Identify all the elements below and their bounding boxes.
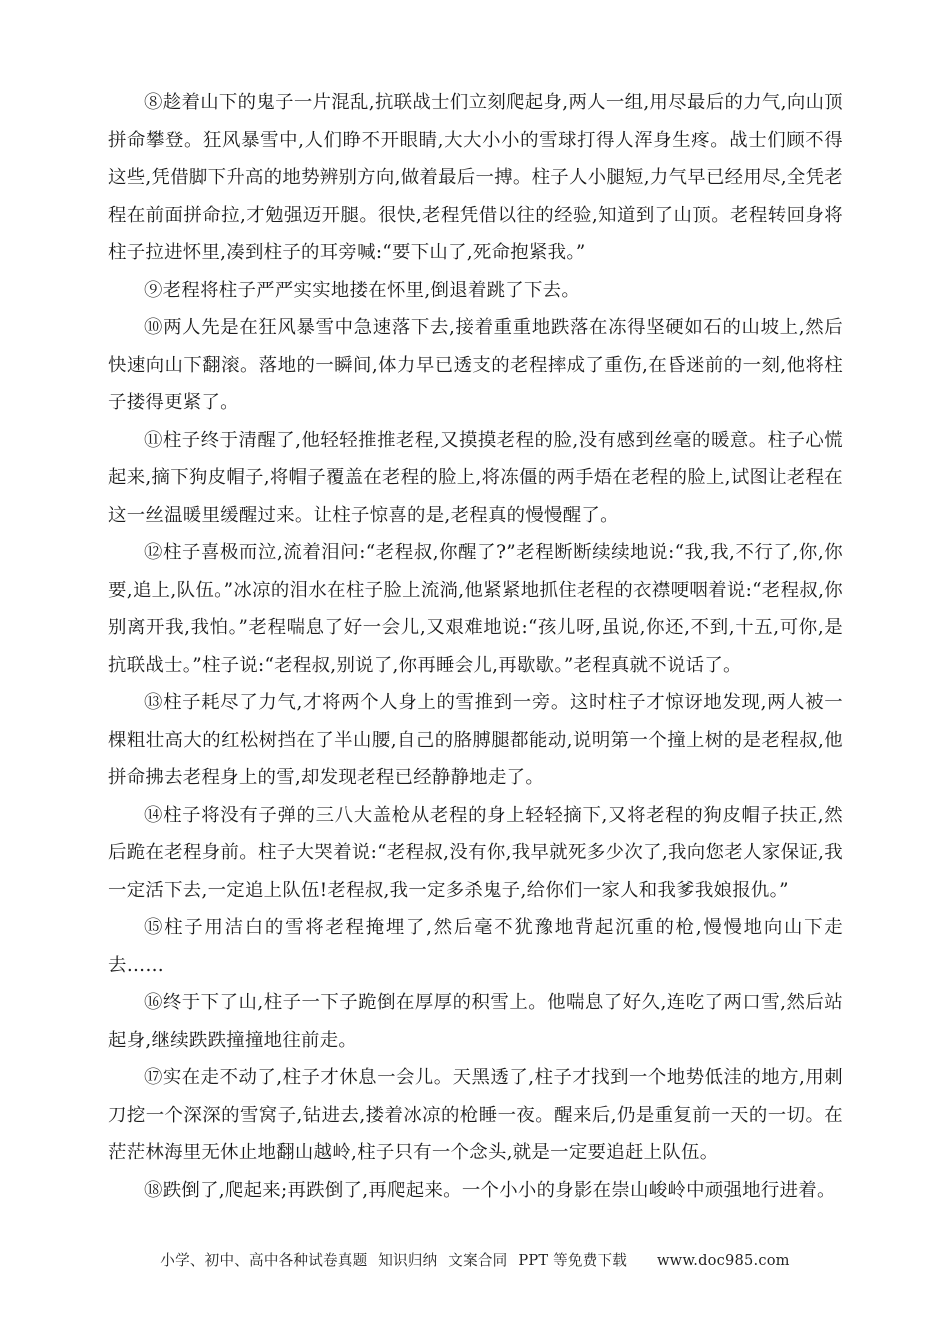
page-footer <box>0 1249 950 1270</box>
paragraph-16: ⑯终于下了山,柱子一下子跪倒在厚厚的积雪上。他喘息了好久,连吃了两口雪,然后站起身,继续跌跌撞撞地往前走。 <box>108 992 843 1051</box>
footer-item-exams: 小学、初中、高中各种试卷真题 <box>160 1252 368 1269</box>
paragraph-18: ⑱跌倒了,爬起来;再跌倒了,再爬起来。一个小小的身影在崇山峻岭中顽强地行进着。 <box>144 1179 836 1201</box>
footer-item-knowledge: 知识归纳 <box>378 1252 438 1269</box>
footer-item-ppt: PPT 等免费下载 <box>518 1252 628 1269</box>
paragraph-10: ⑩两人先是在狂风暴雪中急速落下去,接着重重地跌落在冻得坚硬如石的山坡上,然后快速向山下翻滚。落地的一瞬间,体力早已透支的老程摔成了重伤,在昏迷前的一刻,他将柱子搂得更紧了。 <box>108 317 843 413</box>
paragraph-12: ⑫柱子喜极而泣,流着泪问:“老程叔,你醒了?”老程断断续续地说:“我,我,不行了,你,你要,追上,队伍。”冰凉的泪水在柱子脸上流淌,他紧紧地抓住老程的衣襟哽咽着说:“老程叔,你别离开我,我怕。”老程喘息了好一会儿,又艰难地说:“孩儿呀,虽说,你还,不到,十五,可你,是抗联战士。”柱子说:“老程叔,别说了,你再睡会儿,再歇歇。”老程真就不说话了。 <box>108 542 843 676</box>
paragraph-13: ⑬柱子耗尽了力气,才将两个人身上的雪推到一旁。这时柱子才惊讶地发现,两人被一棵粗壮高大的红松树挡在了半山腰,自己的胳膊腿都能动,说明第一个撞上树的是老程叔,他拼命拂去老程身上的雪,却发现老程已经静静地走了。 <box>108 692 843 788</box>
footer-url-link[interactable]: www.doc985.com <box>656 1252 790 1269</box>
paragraph-9: ⑨老程将柱子严严实实地搂在怀里,倒退着跳了下去。 <box>144 279 581 301</box>
paragraph-11: ⑪柱子终于清醒了,他轻轻推推老程,又摸摸老程的脸,没有感到丝毫的暖意。柱子心慌起来,摘下狗皮帽子,将帽子覆盖在老程的脸上,将冻僵的两手焐在老程的脸上,试图让老程在这一丝温暖里缓醒过来。让柱子惊喜的是,老程真的慢慢醒了。 <box>108 429 843 526</box>
paragraph-8: ⑧趁着山下的鬼子一片混乱,抗联战士们立刻爬起身,两人一组,用尽最后的力气,向山顶拼命攀登。狂风暴雪中,人们睁不开眼睛,大大小小的雪球打得人浑身生疼。战士们顾不得这些,凭借脚下升高的地势辨别方向,做着最后一搏。柱子人小腿短,力气早已经用尽,全凭老程在前面拼命拉,才勉强迈开腿。很快,老程凭借以往的经验,知道到了山顶。老程转回身将柱子拉进怀里,凑到柱子的耳旁喊:“要下山了,死命抱紧我。” <box>108 92 843 263</box>
paragraph-14: ⑭柱子将没有子弹的三八大盖枪从老程的身上轻轻摘下,又将老程的狗皮帽子扶正,然后跪在老程身前。柱子大哭着说:“老程叔,没有你,我早就死多少次了,我向您老人家保证,我一定活下去,一定追上队伍!老程叔,我一定多杀鬼子,给你们一家人和我爹我娘报仇。” <box>108 804 843 901</box>
paragraph-15: ⑮柱子用洁白的雪将老程掩埋了,然后毫不犹豫地背起沉重的枪,慢慢地向山下走去…… <box>108 917 843 976</box>
document-body <box>108 84 843 1209</box>
paragraph-17: ⑰实在走不动了,柱子才休息一会儿。天黑透了,柱子才找到一个地势低洼的地方,用刺刀挖一个深深的雪窝子,钻进去,搂着冰凉的枪睡一夜。醒来后,仍是重复前一天的一切。在茫茫林海里无休止地翻山越岭,柱子只有一个念头,就是一定要追赶上队伍。 <box>108 1067 843 1163</box>
footer-item-contracts: 文案合同 <box>448 1252 508 1269</box>
